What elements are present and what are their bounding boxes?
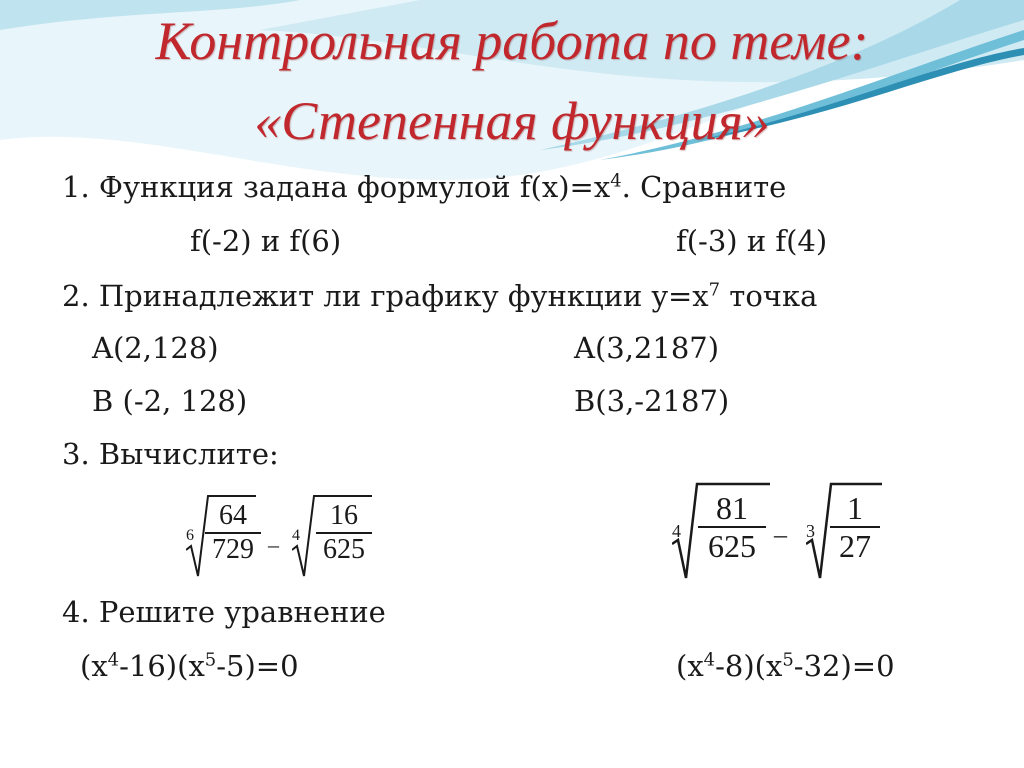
task4-statement: 4. Решите уравнение [62, 595, 386, 629]
root-index: 4 [672, 521, 681, 541]
task2-point-b-left: B (-2, 128) [92, 384, 248, 418]
minus-sign: – [774, 520, 787, 549]
task3-right-expression [668, 478, 898, 588]
task1-right-comparison: f(-3) и f(4) [676, 224, 828, 258]
fraction: 81 625 [698, 492, 766, 562]
task2-point-b-right: B(3,-2187) [574, 384, 730, 418]
fraction: 1 27 [830, 492, 880, 562]
minus-sign: – [268, 532, 279, 557]
task1-left-comparison: f(-2) и f(6) [190, 224, 342, 258]
task3-statement: 3. Вычислите: [62, 437, 279, 471]
root-index: 4 [292, 527, 300, 544]
task3-left-expression [180, 490, 380, 585]
fraction: 64 729 [205, 502, 261, 564]
root-index: 6 [186, 527, 194, 544]
fraction: 16 625 [316, 502, 372, 564]
task2-point-a-right: A(3,2187) [574, 331, 720, 365]
task2-statement: 2. Принадлежит ли графику функции $y=x^7$ точка [62, 279, 818, 313]
task4-left-equation: $(x^4-16)(x^5-5)=0$ [80, 649, 299, 683]
root-index: 3 [806, 521, 815, 541]
title-line-2: «Степенная функция» [254, 91, 770, 151]
title-line-1: Контрольная работа по теме: [155, 11, 869, 71]
task1-statement: 1. Функция задана формулой $f(x)=x^4$. Сравните [62, 170, 787, 204]
task2-point-a-left: A(2,128) [92, 331, 219, 365]
task4-right-equation: $(x^4-8)(x^5-32)=0$ [676, 649, 895, 683]
